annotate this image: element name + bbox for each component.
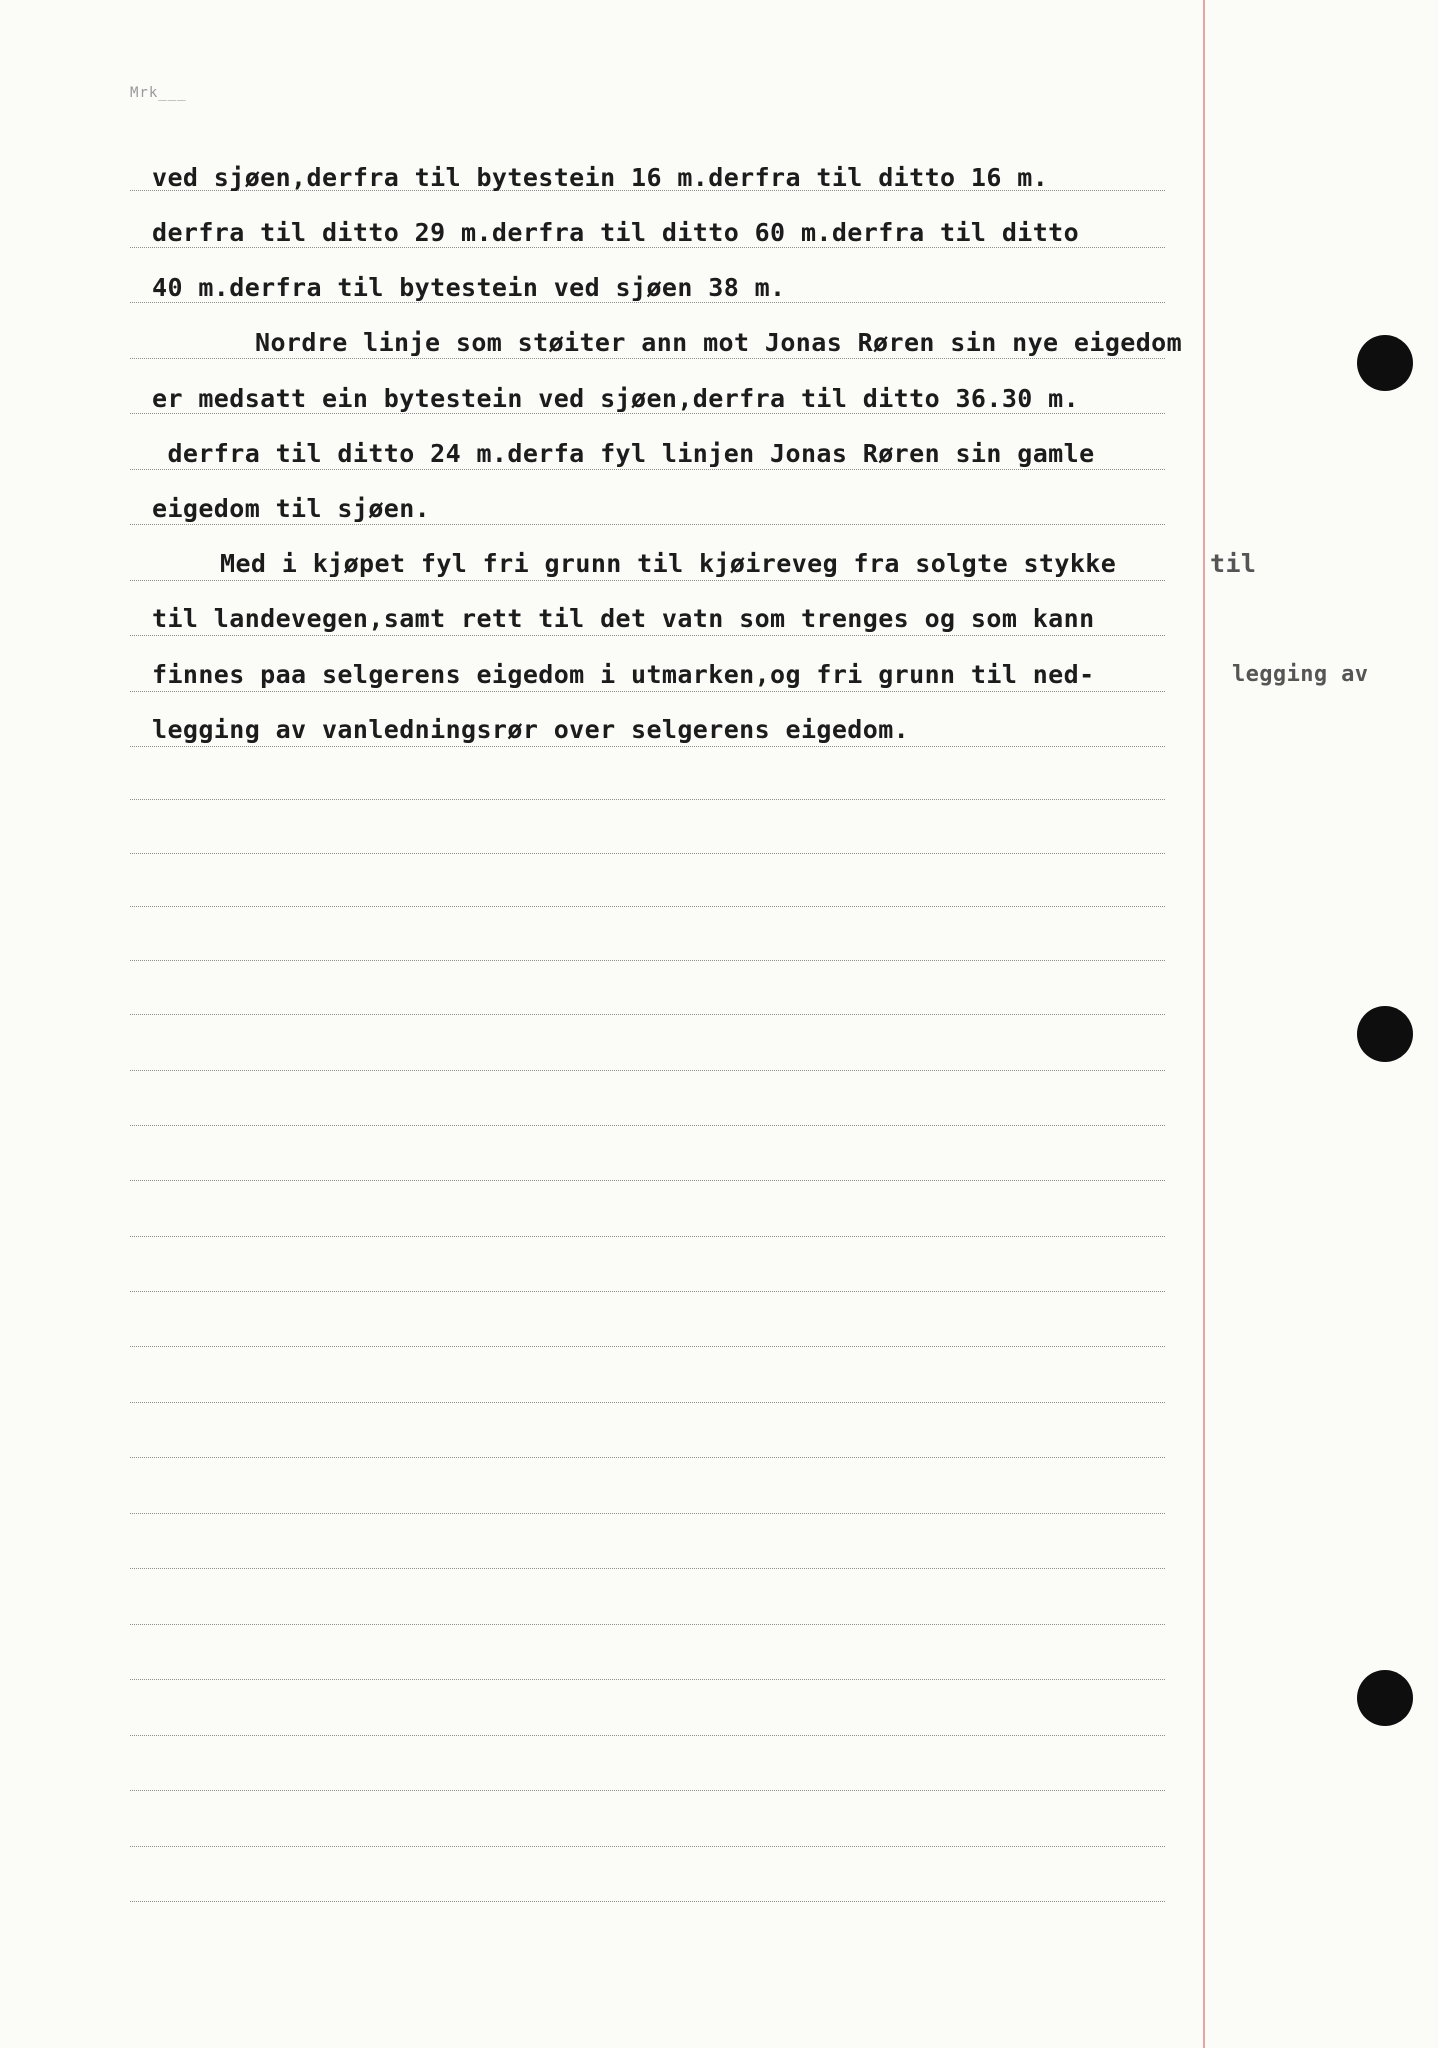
ruled-line bbox=[130, 1624, 1165, 1625]
ruled-line bbox=[130, 524, 1165, 525]
margin-overflow-text: til bbox=[1210, 549, 1257, 578]
ruled-line bbox=[130, 691, 1165, 692]
text-line: derfra til ditto 29 m.derfra til ditto 60 m.derfra til ditto bbox=[152, 218, 1080, 247]
header-mark: Mrk___ bbox=[130, 85, 187, 101]
ruled-line bbox=[130, 1735, 1165, 1736]
text-line: eigedom til sjøen. bbox=[152, 494, 431, 523]
ruled-line bbox=[130, 635, 1165, 636]
ruled-line bbox=[130, 1070, 1165, 1071]
ruled-line bbox=[130, 1568, 1165, 1569]
ruled-line bbox=[130, 1790, 1165, 1791]
ruled-line bbox=[130, 1236, 1165, 1237]
ruled-line bbox=[130, 1014, 1165, 1015]
ruled-line bbox=[130, 1291, 1165, 1292]
punch-hole-middle bbox=[1357, 1006, 1413, 1062]
ruled-line bbox=[130, 960, 1165, 961]
ruled-line bbox=[130, 1679, 1165, 1680]
text-line: 40 m.derfra til bytestein ved sjøen 38 m. bbox=[152, 273, 786, 302]
margin-rule bbox=[1203, 0, 1205, 2048]
ruled-line bbox=[130, 1346, 1165, 1347]
punch-hole-top bbox=[1357, 335, 1413, 391]
margin-overflow-text: legging av bbox=[1232, 662, 1369, 687]
text-line: legging av vanledningsrør over selgerens eigedom. bbox=[152, 715, 910, 744]
ruled-line bbox=[130, 1513, 1165, 1514]
ruled-line bbox=[130, 1457, 1165, 1458]
text-line: Med i kjøpet fyl fri grunn til kjøireveg fra solgte stykke bbox=[220, 549, 1117, 578]
text-line: ved sjøen,derfra til bytestein 16 m.derfra til ditto 16 m. bbox=[152, 163, 1049, 192]
ruled-line bbox=[130, 799, 1165, 800]
ruled-line bbox=[130, 906, 1165, 907]
ruled-line bbox=[130, 1846, 1165, 1847]
ruled-line bbox=[130, 746, 1165, 747]
ruled-line bbox=[130, 1125, 1165, 1126]
ruled-line bbox=[130, 580, 1165, 581]
punch-hole-bottom bbox=[1357, 1670, 1413, 1726]
text-line: finnes paa selgerens eigedom i utmarken,og fri grunn til ned- bbox=[152, 660, 1095, 689]
ruled-line bbox=[130, 358, 1165, 359]
text-line: Nordre linje som støiter ann mot Jonas Røren sin nye eigedom bbox=[255, 328, 1183, 357]
text-line: til landevegen,samt rett til det vatn som trenges og som kann bbox=[152, 604, 1095, 633]
ruled-line bbox=[130, 853, 1165, 854]
ruled-line bbox=[130, 1180, 1165, 1181]
ruled-line bbox=[130, 469, 1165, 470]
text-line: derfra til ditto 24 m.derfa fyl linjen Jonas Røren sin gamle bbox=[152, 439, 1095, 468]
ruled-line bbox=[130, 1402, 1165, 1403]
ruled-line bbox=[130, 1901, 1165, 1902]
text-line: er medsatt ein bytestein ved sjøen,derfra til ditto 36.30 m. bbox=[152, 384, 1080, 413]
